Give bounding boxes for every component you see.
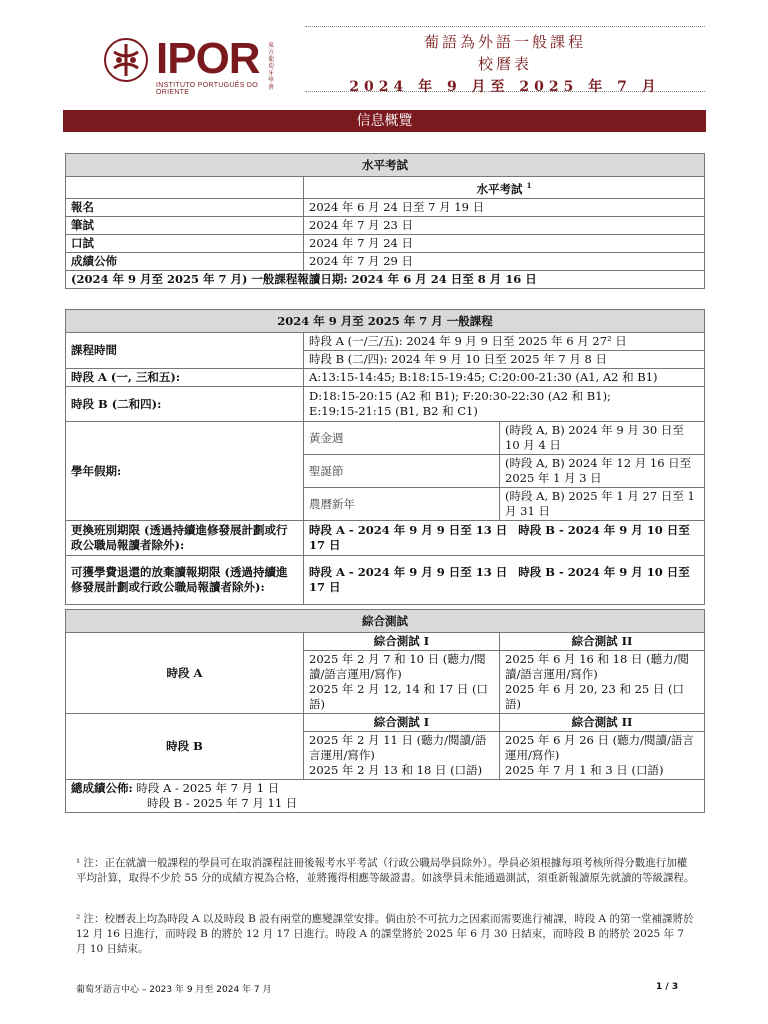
holiday-name: 聖誕節: [304, 455, 500, 488]
placement-row-value: 2024 年 6 月 24 日至 7 月 19 日: [304, 198, 705, 216]
holiday-value: (時段 A, B) 2024 年 12 月 16 日至 2025 年 1 月 3 日: [500, 455, 705, 488]
placement-section-title: 水平考試: [66, 154, 705, 177]
test-date-line: 2025 年 2 月 13 和 18 日 (口語): [309, 763, 483, 777]
slot-b-value-line: D:18:15-20:15 (A2 和 B1); F:20:30-22:30 (A2 和 B1);: [309, 389, 611, 403]
slot-b-label: 時段 B (二和四):: [66, 387, 304, 422]
slot-a-test2-dates: [500, 651, 705, 714]
empty-cell: [66, 177, 304, 199]
slot-b-value-line: E:19:15-21:15 (B1, B2 和 C1): [309, 404, 478, 418]
page-number: 1 / 3: [656, 982, 679, 992]
course-time-label: 課程時間: [66, 333, 304, 369]
holiday-name: 黃金週: [304, 422, 500, 455]
refund-value: [304, 556, 705, 605]
test-date-line: 2025 年 6 月 26 日 (聽力/閱讀/語言運用/寫作): [505, 733, 694, 762]
course-time-a: 時段 A (一/三/五): 2024 年 9 月 9 日至 2025 年 6 月 27² 日: [304, 333, 705, 351]
test1-header: 綜合測試 I: [304, 714, 500, 732]
class-change-a: 時段 A - 2024 年 9 月 9 日至 13 日: [309, 523, 508, 537]
tests-slot-a: 時段 A: [66, 633, 304, 714]
final-results-label: 總成績公佈:: [71, 781, 133, 795]
test-date-line: 2025 年 6 月 20, 23 和 25 日 (口語): [505, 682, 685, 711]
general-course-table: [65, 309, 705, 605]
logo-vertical-text: 東方葡萄牙學會: [268, 42, 275, 91]
logo-subtitle: INSTITUTO PORTUGUÊS DO ORIENTE: [156, 82, 259, 96]
general-section-title: 2024 年 9 月至 2025 年 7 月 一般課程: [66, 310, 705, 333]
final-results: [66, 780, 705, 813]
logo-text: IPOR: [156, 34, 260, 83]
final-results-b: 時段 B - 2025 年 7 月 11 日: [147, 796, 298, 810]
test1-header: 綜合測試 I: [304, 633, 500, 651]
test2-header: 綜合測試 II: [500, 633, 705, 651]
placement-row-label: 筆試: [66, 216, 304, 234]
header-period: 2024 年 9 月至 2025 年 7 月: [349, 79, 661, 95]
test-date-line: 2025 年 2 月 12, 14 和 17 日 (口語): [309, 682, 489, 711]
logo-emblem-icon: [104, 38, 148, 82]
ipor-logo: [104, 34, 284, 96]
course-time-b: 時段 B (二/四): 2024 年 9 月 10 日至 2025 年 7 月 8 日: [304, 351, 705, 369]
footer-left: 葡萄牙語言中心 – 2023 年 9 月至 2024 年 7 月: [76, 985, 272, 995]
final-results-a: 時段 A - 2025 年 7 月 1 日: [136, 781, 280, 795]
slot-a-test1-dates: [304, 651, 500, 714]
test-date-line: 2025 年 7 月 1 和 3 日 (口語): [505, 763, 664, 777]
holidays-label: 學年假期:: [66, 422, 304, 521]
class-change-label: 更換班別期限 (透過持續進修發展計劃或行政公職局報讀者除外):: [66, 521, 304, 556]
refund-label: 可獲學費退還的放棄讀報期限 (透過持續進修發展計劃或行政公職局報讀者除外):: [66, 556, 304, 605]
section-banner: 信息概覽: [63, 110, 706, 132]
placement-row-label: 成績公佈: [66, 252, 304, 270]
slot-b-test2-dates: [500, 732, 705, 780]
class-change-value: [304, 521, 705, 556]
placement-row-value: 2024 年 7 月 29 日: [304, 252, 705, 270]
slot-a-value: A:13:15-14:45; B:18:15-19:45; C:20:00-21:30 (A1, A2 和 B1): [304, 369, 705, 387]
holiday-name: 農曆新年: [304, 488, 500, 521]
footnote-2: ² 注：校曆表上均為時段 A 以及時段 B 設有兩堂的應變課堂安排。倘由於不可抗力之因素而需要進行補課，時段 A 的第一堂補課將於 12 月 16 日進行，而時段 B 的將於 12 月 17 日進行。時段 A 的課堂將於 2025 年 6 月 30 日結束，而時段 B 的將於 2025 年 7 月 10 日結束。: [76, 913, 694, 955]
tests-section-title: 綜合測試: [66, 610, 705, 633]
header-title: 葡語為外語一般課程: [423, 33, 586, 51]
holiday-value: (時段 A, B) 2025 年 1 月 27 日至 1 月 31 日: [500, 488, 705, 521]
holiday-value: (時段 A, B) 2024 年 9 月 30 日至 10 月 4 日: [500, 422, 705, 455]
placement-row-label: 口試: [66, 234, 304, 252]
refund-b: 時段 B - 2024 年 9 月 10 日至 17 日: [309, 565, 690, 594]
test-date-line: 2025 年 6 月 16 和 18 日 (聽力/閱讀/語言運用/寫作): [505, 652, 689, 681]
tests-slot-b: 時段 B: [66, 714, 304, 780]
placement-row-label: 報名: [66, 198, 304, 216]
enrolment-note: (2024 年 9 月至 2025 年 7 月) 一般課程報讀日期: 2024 年 6 月 24 日至 8 月 16 日: [66, 270, 705, 288]
slot-b-test1-dates: [304, 732, 500, 780]
placement-row-value: 2024 年 7 月 23 日: [304, 216, 705, 234]
slot-b-value: [304, 387, 705, 422]
tests-table: [65, 609, 705, 813]
test-date-line: 2025 年 2 月 11 日 (聽力/閱讀/語言運用/寫作): [309, 733, 487, 762]
placement-col-header: 水平考試 $^1$: [304, 177, 705, 199]
placement-row-value: 2024 年 7 月 24 日: [304, 234, 705, 252]
footnote-1: ¹ 注：正在就讀一般課程的學員可在取消課程註冊後報考水平考試（行政公職局學員除外）。學員必須根據每項考核所得分數進行加權平均計算，取得不少於 55 分的成績方視為合格，並將獲得相應等級證書。如該學員未能通過測試，須重新報讀原先就讀的等級課程。: [76, 857, 695, 884]
header-subtitle: 校曆表: [477, 55, 532, 73]
slot-a-label: 時段 A (一, 三和五):: [66, 369, 304, 387]
class-change-b: 時段 B - 2024 年 9 月 10 日至 17 日: [309, 523, 690, 552]
header-title-box: [305, 26, 705, 95]
placement-test-table: [65, 153, 705, 289]
refund-a: 時段 A - 2024 年 9 月 9 日至 13 日: [309, 565, 508, 579]
test-date-line: 2025 年 2 月 7 和 10 日 (聽力/閱讀/語言運用/寫作): [309, 652, 486, 681]
test2-header: 綜合測試 II: [500, 714, 705, 732]
